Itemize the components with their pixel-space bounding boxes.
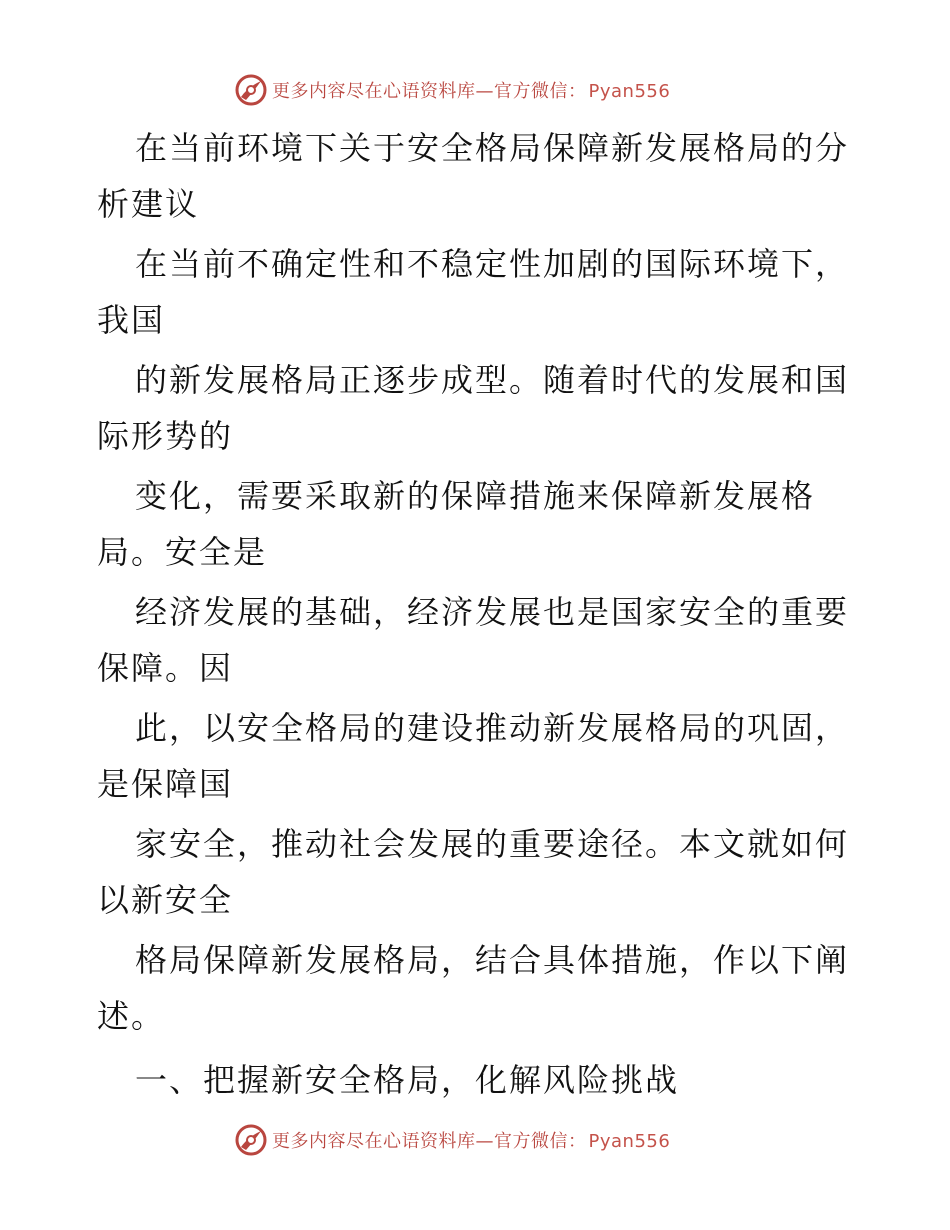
- watermark-wechat-id: Pyan556: [588, 81, 671, 102]
- paragraph-line-4: [97, 584, 857, 696]
- footer-watermark: [234, 1120, 670, 1160]
- header-watermark: [234, 70, 670, 110]
- line-text: 格局保障新发展格局，结合具体措施，作以下阐: [135, 941, 850, 979]
- paragraph-line-2: [97, 352, 857, 464]
- watermark-label: 更多内容尽在心语资料库—官方微信：: [272, 1131, 587, 1152]
- line-wrap-text: 以新安全: [97, 881, 234, 919]
- line-text: 经济发展的基础，经济发展也是国家安全的重要: [135, 593, 850, 631]
- watermark-label: 更多内容尽在心语资料库—官方微信：: [272, 81, 587, 102]
- line-text: 变化，需要采取新的保障措施来保障新发展格: [135, 477, 816, 515]
- brush-circle-logo-icon: [234, 1123, 268, 1157]
- section-heading-text: 一、把握新安全格局，化解风险挑战: [135, 1061, 680, 1099]
- paragraph-line-3: [97, 468, 857, 580]
- paragraph-line-5: [97, 700, 857, 812]
- line-wrap-text: 是保障国: [97, 765, 234, 803]
- line-text: 家安全，推动社会发展的重要途径。本文就如何: [135, 825, 850, 863]
- line-wrap-text: 局。安全是: [97, 533, 268, 571]
- line-wrap-text: 我国: [97, 301, 166, 339]
- line-wrap-text: 述。: [97, 997, 166, 1035]
- document-title: [97, 120, 857, 232]
- paragraph-line-1: [97, 236, 857, 348]
- watermark-wechat-id: Pyan556: [588, 1131, 671, 1152]
- line-wrap-text: 际形势的: [97, 417, 234, 455]
- brush-circle-logo-icon: [234, 73, 268, 107]
- document-title-text: 在当前环境下关于安全格局保障新发展格局的分析建议: [97, 129, 850, 223]
- paragraph-line-7: [97, 932, 857, 1044]
- line-text: 在当前不确定性和不稳定性加剧的国际环境下，: [135, 245, 850, 283]
- line-text: 此，以安全格局的建设推动新发展格局的巩固，: [135, 709, 850, 747]
- paragraph-line-6: [97, 816, 857, 928]
- watermark-text: [272, 1127, 670, 1153]
- line-text: 的新发展格局正逐步成型。随着时代的发展和国: [135, 361, 850, 399]
- watermark-text: [272, 77, 670, 103]
- line-wrap-text: 保障。因: [97, 649, 234, 687]
- section-heading: [97, 1052, 857, 1108]
